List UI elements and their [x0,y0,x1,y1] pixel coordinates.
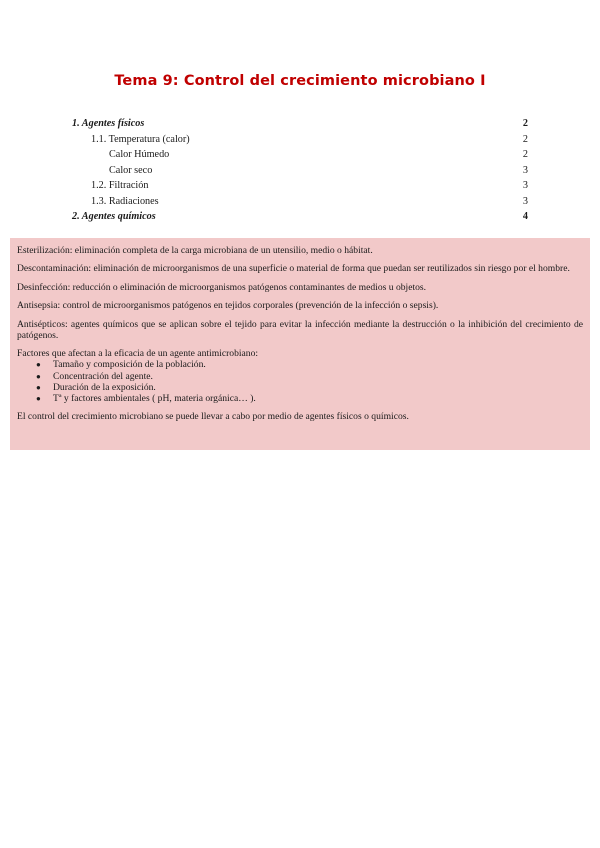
toc-entry-label: Calor seco [109,164,153,176]
toc-entry-calor-humedo[interactable] [72,147,528,163]
document-title: Tema 9: Control del crecimiento microbiano I [114,73,486,89]
toc-entry-page: 2 [522,133,528,145]
toc-entry-label: 1.1. Temperatura (calor) [91,133,190,145]
toc-entry-page: 4 [522,211,528,222]
toc-entry-filtracion[interactable] [72,178,528,194]
toc-entry-calor-seco[interactable] [72,163,528,179]
list-item [17,359,583,370]
toc-entry-label: Calor Húmedo [109,149,170,160]
bullet-icon: ● [36,360,41,370]
toc-entry-page: 2 [522,149,528,160]
bullet-icon: ● [36,393,41,403]
factor-text: Tª y factores ambientales ( pH, materia orgánica… ). [53,392,256,404]
toc-entry-page: 2 [522,118,528,129]
toc-entry-agentes-fisicos[interactable] [72,116,528,132]
toc-entry-agentes-quimicos[interactable] [72,209,528,225]
toc-entry-label: 1.2. Filtración [91,180,149,191]
toc-entry-label: 2. Agentes químicos [72,211,156,222]
definition-antisepticos: Antisépticos: agentes químicos que se aplican sobre el tejido para evitar la infección mediante la destrucción o la inhibición del crecimiento de patógenos. [17,318,583,341]
definition-antisepsia: Antisepsia: control de microorganismos patógenos en tejidos corporales (prevención de la infección o sepsis). [17,300,439,312]
factor-text: Duración de la exposición. [53,381,156,393]
definition-desinfeccion: Desinfección: reducción o eliminación de microorganismos patógenos contaminantes de medios u objetos. [17,281,427,293]
toc-entry-page: 3 [522,180,528,191]
definition-esterilizacion: Esterilización: eliminación completa de la carga microbiana de un utensilio, medio o hábitat. [17,245,373,256]
toc-entry-page: 3 [522,164,528,176]
table-of-contents [72,116,528,225]
toc-entry-page: 3 [522,195,528,207]
conclusion-text: El control del crecimiento microbiano se puede llevar a cabo por medio de agentes físicos o químicos. [17,411,409,423]
factors-list [17,359,583,404]
definitions-box [10,238,590,450]
toc-entry-temperatura[interactable] [72,132,528,148]
list-item [17,382,583,393]
toc-entry-label: 1.3. Radiaciones [91,195,159,207]
definition-descontaminacion: Descontaminación: eliminación de microorganismos de una superficie o material de forma que puedan ser reutilizados sin riesgo por el hombre. [17,263,570,275]
toc-entry-radiaciones[interactable] [72,194,528,210]
factors-heading: Factores que afectan a la eficacia de un agente antimicrobiano: [17,348,259,360]
factor-text: Tamaño y composición de la población. [53,359,206,371]
list-item [17,371,583,382]
bullet-icon: ● [36,371,41,381]
factor-text: Concentración del agente. [53,370,153,382]
list-item [17,393,583,404]
bullet-icon: ● [36,382,41,392]
toc-entry-label: 1. Agentes físicos [72,118,145,129]
